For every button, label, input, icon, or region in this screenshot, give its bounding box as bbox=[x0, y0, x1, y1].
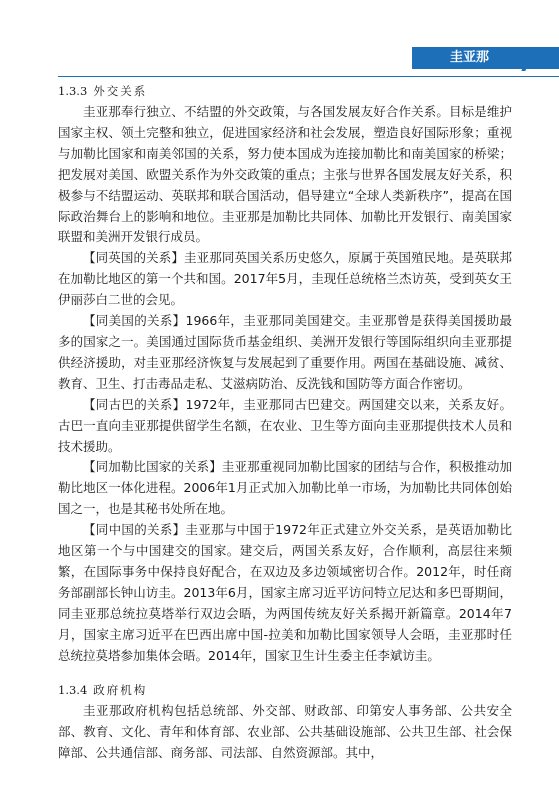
paragraph-government-agencies: 圭亚那政府机构包括总统部、外交部、财政部、印第安人事务部、公共安全部、教育、文化、青年和体育部、农业部、公共基础设施部、公共卫生部、社会保障部、公共通信部、商务部、司法部、自然资源部。其中， bbox=[58, 703, 512, 761]
section-title: 外交关系 bbox=[93, 84, 148, 98]
section-title: 政府机构 bbox=[93, 683, 148, 698]
page-number: 7 bbox=[518, 52, 534, 77]
paragraph-us-relations: 【同美国的关系】1966年，圭亚那同美国建交。圭亚那曾是获得美国援助最多的国家之一。美国通过国际货币基金组织、美洲开发银行等国际组织向圭亚那提供经济援助，对圭亚那经济恢复与发展起到了重要作用。两国在基础设施、减贫、教育、卫生、打击毒品走私、艾滋病防治、反洗钱和国防等方面合作密切。 bbox=[58, 313, 512, 391]
paragraph-foreign-policy: 圭亚那奉行独立、不结盟的外交政策，与各国发展友好合作关系。目标是维护国家主权、领土完整和独立，促进国家经济和社会发展，塑造良好国际形象；重视与加勒比国家和南美邻国的关系，努力使本国成为连接加勒比和南美国家的桥梁；把发展对美国、欧盟关系作为外交政策的重点；主张与世界各国发展友好关系，积极参与不结盟运动、英联邦和联合国活动，倡导建立“全球人类新秩序”，提高在国际政治舞台上的影响和地位。圭亚那是加勒比共同体、加勒比开发银行、南美国家联盟和美洲开发银行成员。 bbox=[58, 104, 512, 245]
paragraph-china-relations: 【同中国的关系】圭亚那与中国于1972年正式建立外交关系，是英语加勒比地区第一个与中国建交的国家。建交后，两国关系友好，合作顺利，高层往来频繁，在国际事务中保持良好配合，在双边及多边领域密切合作。2012年，时任商务部副部长钟山访圭。2013年6月，国家主席习近平访问特立尼达和多巴哥期间，同圭亚那总统拉莫塔举行双边会晤，为两国传统友好关系揭开新篇章。2014年7月，国家主席习近平在巴西出席中国-拉美和加勒比国家领导人会晤，圭亚那时任总统拉莫塔参加集体会晤。2014年，国家卫生计生委主任李斌访圭。 bbox=[58, 522, 512, 663]
paragraph-cuba-relations: 【同古巴的关系】1972年，圭亚那同古巴建交。两国建交以来，关系友好。古巴一直向圭亚那提供留学生名额，在农业、卫生等方面向圭亚那提供技术人员和技术援助。 bbox=[58, 396, 512, 454]
section-number: 1.3.3 bbox=[58, 84, 88, 98]
section-number: 1.3.4 bbox=[58, 683, 88, 698]
page-content bbox=[58, 80, 512, 764]
paragraph-caribbean-relations: 【同加勒比国家的关系】圭亚那重视同加勒比国家的团结与合作，积极推动加勒比地区一体化进程。2006年1月正式加入加勒比单一市场，为加勒比共同体创始国之一，也是其秘书处所在地。 bbox=[58, 459, 512, 517]
section-heading-government bbox=[58, 679, 512, 701]
paragraph-uk-relations: 【同英国的关系】圭亚那同英国关系历史悠久，原属于英国殖民地。是英联邦在加勒比地区的第一个共和国。2017年5月，圭现任总统格兰杰访英，受到英女王伊丽莎白二世的会见。 bbox=[58, 250, 512, 308]
header-rule bbox=[58, 76, 559, 77]
running-header-title: 圭亚那 bbox=[450, 50, 490, 65]
section-heading-foreign-relations bbox=[58, 80, 512, 102]
